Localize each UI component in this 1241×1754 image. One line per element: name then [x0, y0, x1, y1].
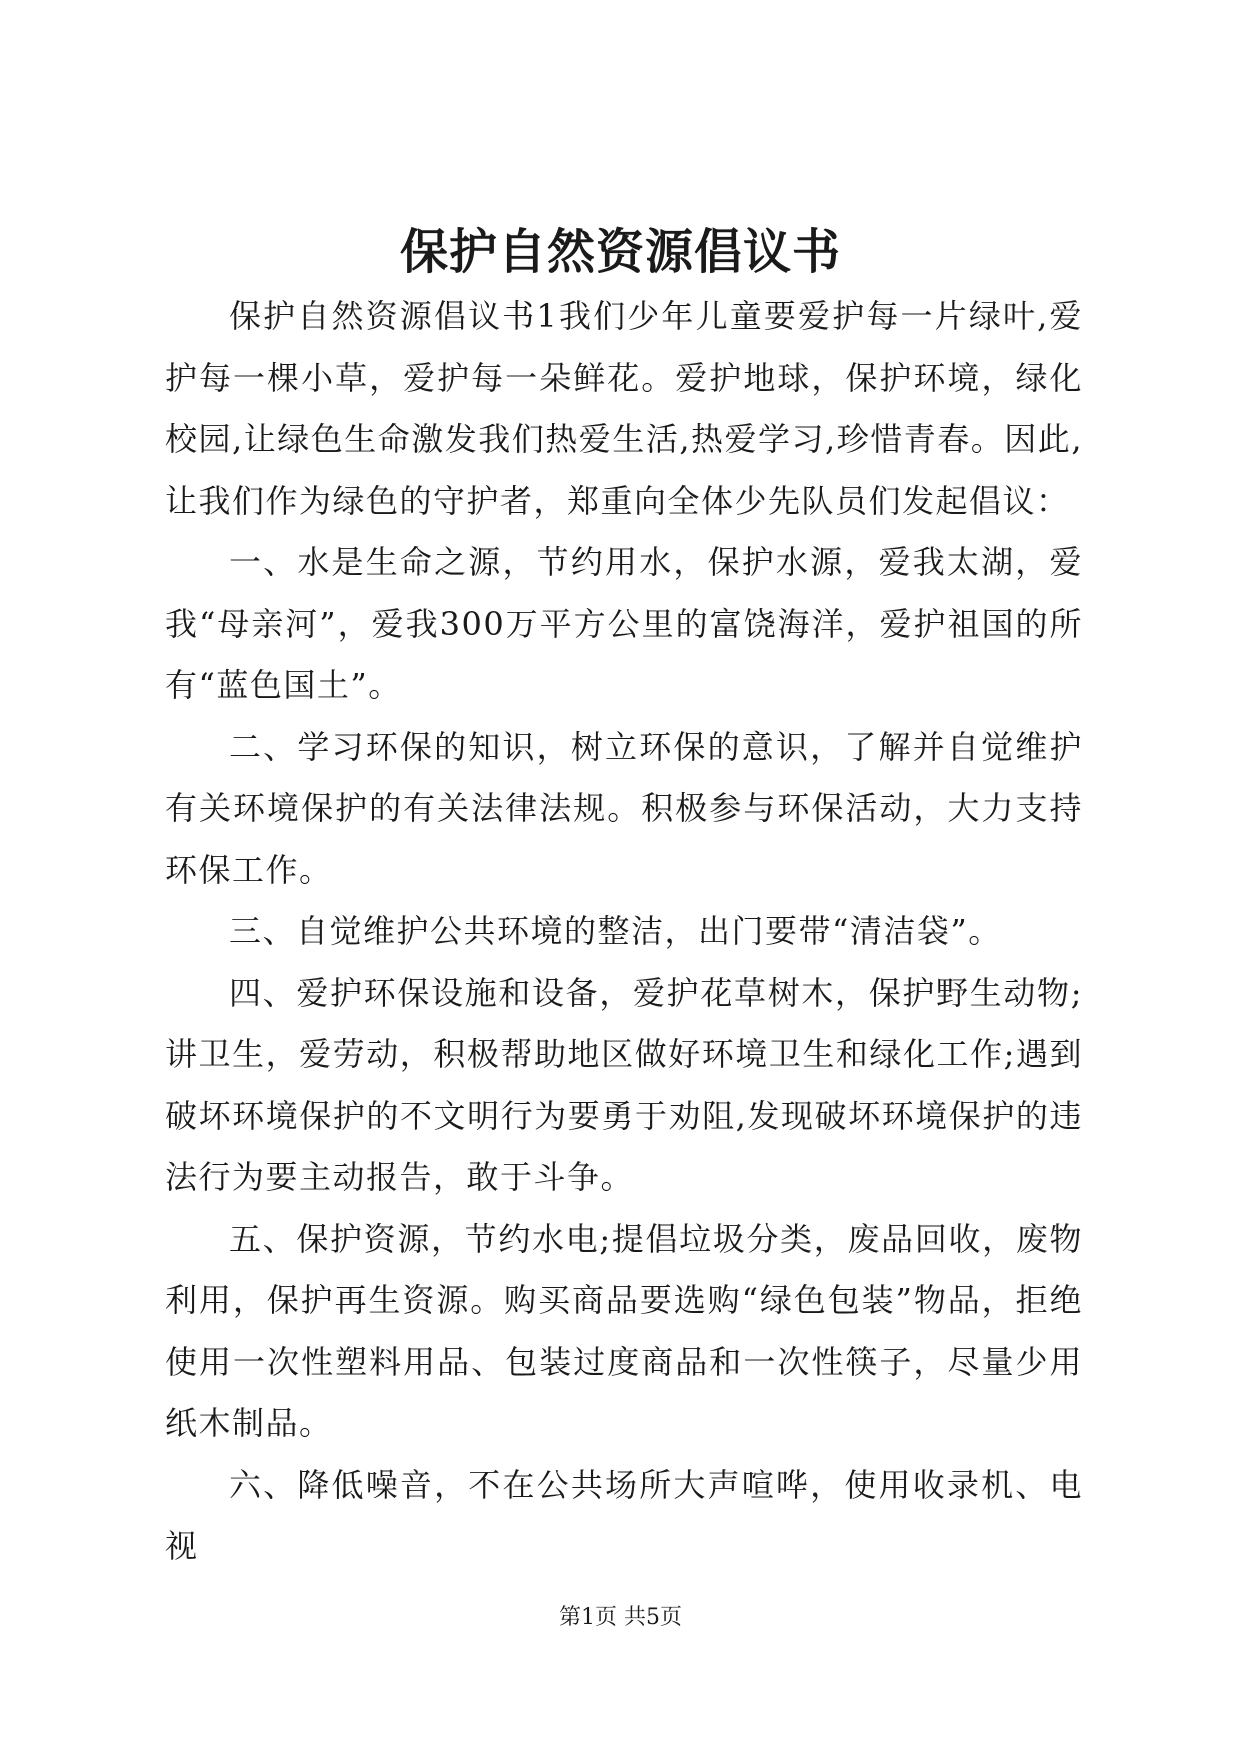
paragraph-item-4: 四、爱护环保设施和设备，爱护花草树木，保护野生动物;讲卫生，爱劳动，积极帮助地区做好环境卫生和绿化工作;遇到破坏环境保护的不文明行为要勇于劝阻,发现破坏环境保护的违法行为要主动报告，敢于斗争。	[165, 973, 1083, 1196]
paragraph-item-5: 五、保护资源，节约水电;提倡垃圾分类，废品回收，废物利用，保护再生资源。购买商品要选购“绿色包装”物品，拒绝使用一次性塑料用品、包装过度商品和一次性筷子，尽量少用纸木制品。	[165, 1219, 1083, 1442]
document-title: 保护自然资源倡议书	[399, 224, 841, 280]
paragraph-item-6: 六、降低噪音，不在公共场所大声喧哗，使用收录机、电视	[165, 1465, 1083, 1565]
paragraph-intro: 保护自然资源倡议书1我们少年儿童要爱护每一片绿叶,爱护每一棵小草，爱护每一朵鲜花。爱护地球，保护环境，绿化校园,让绿色生命激发我们热爱生活,热爱学习,珍惜青春。因此,让我们作为绿色的守护者，郑重向全体少先队员们发起倡议：	[165, 297, 1083, 520]
page-footer: 第1页 共5页	[559, 1605, 682, 1630]
paragraph-item-3: 三、自觉维护公共环境的整洁，出门要带“清洁袋”。	[229, 912, 1002, 950]
paragraph-item-1: 一、水是生命之源，节约用水，保护水源，爱我太湖，爱我“母亲河”，爱我300万平方公里的富饶海洋，爱护祖国的所有“蓝色国土”。	[165, 543, 1083, 704]
document-body	[165, 286, 1083, 1578]
paragraph-item-2: 二、学习环保的知识，树立环保的意识，了解并自觉维护有关环境保护的有关法律法规。积极参与环保活动，大力支持环保工作。	[165, 727, 1083, 889]
